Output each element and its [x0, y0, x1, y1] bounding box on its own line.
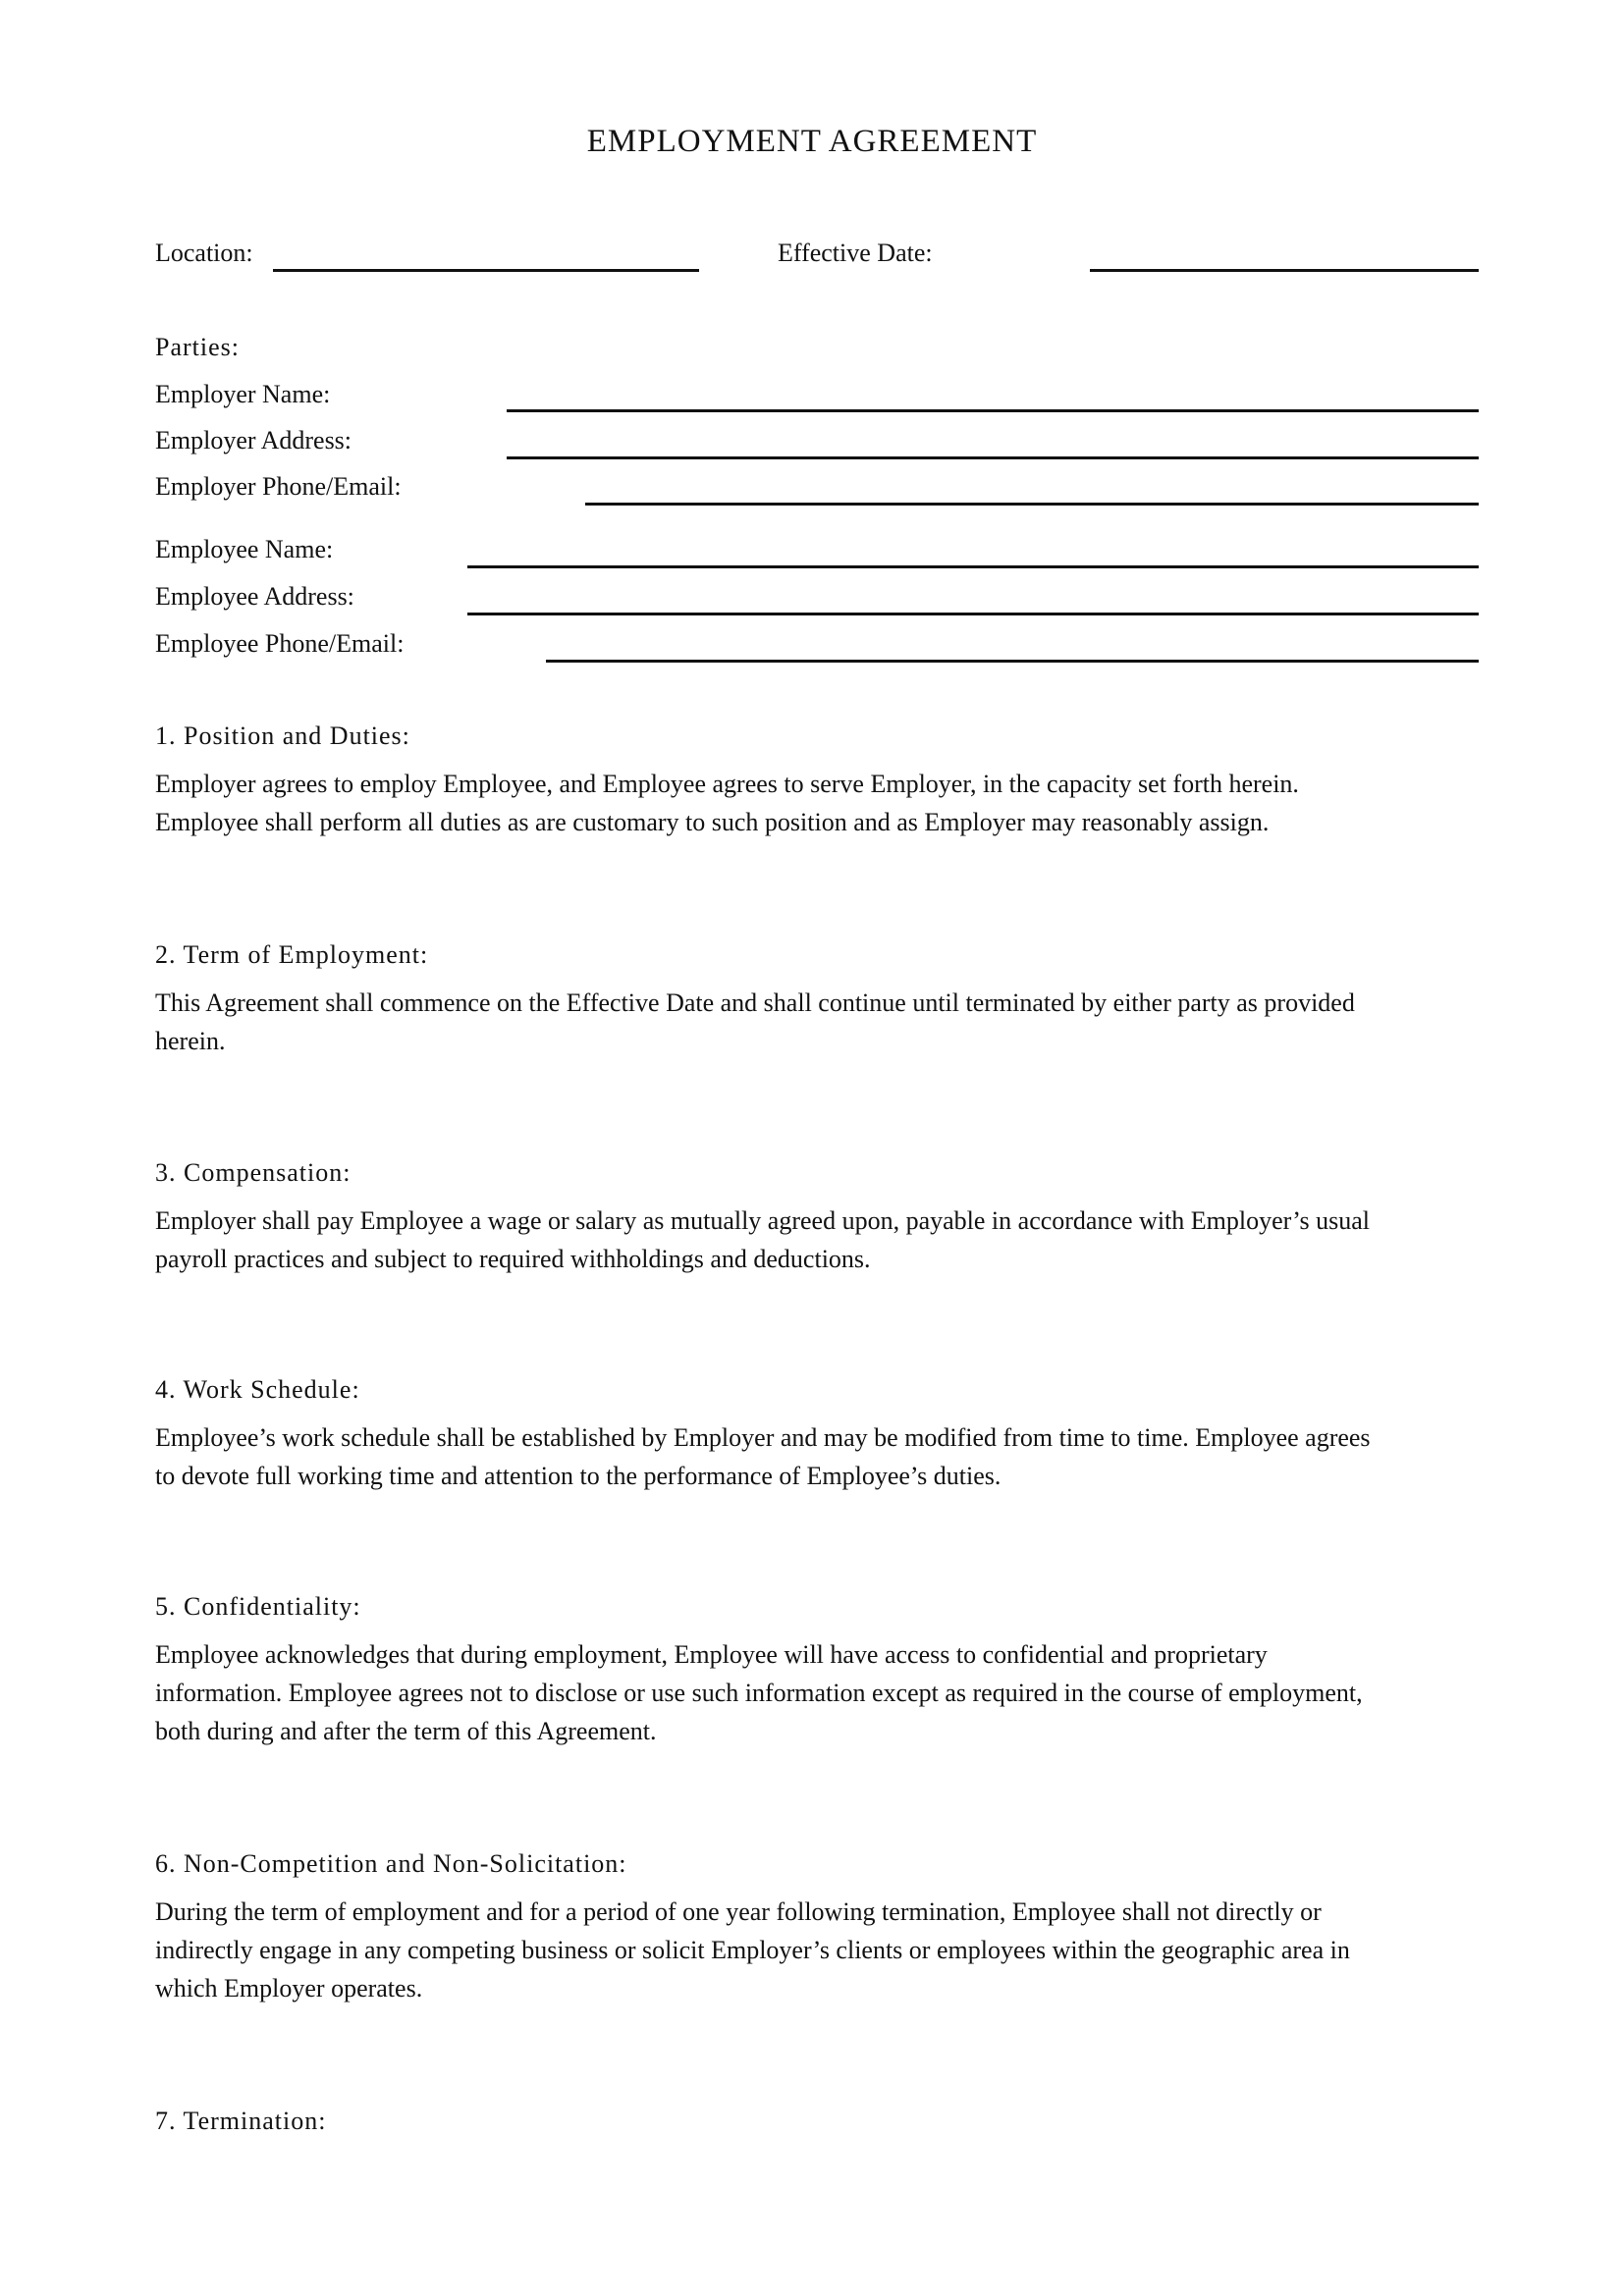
body-line: This Agreement shall commence on the Effective Date and shall continue until terminated by either party as provided — [155, 988, 1355, 1017]
employee-contact-label: Employee Phone/Email: — [155, 629, 405, 658]
body-line: During the term of employment and for a period of one year following termination, Employee shall not directly or — [155, 1897, 1322, 1926]
section-heading-non-competition: 6. Non-Competition and Non-Solicitation: — [155, 1849, 627, 1878]
body-line: Employee acknowledges that during employment, Employee will have access to confidential and proprietary — [155, 1640, 1268, 1669]
employee-contact-field-line[interactable] — [546, 660, 1479, 663]
employee-address-label: Employee Address: — [155, 582, 354, 611]
body-line: both during and after the term of this Agreement. — [155, 1717, 657, 1745]
location-label: Location: — [155, 239, 253, 267]
parties-heading: Parties: — [155, 333, 240, 361]
body-line: payroll practices and subject to required withholdings and deductions. — [155, 1245, 871, 1273]
body-line: Employer agrees to employ Employee, and Employee agrees to serve Employer, in the capacity set forth herein. — [155, 770, 1299, 798]
section-body-schedule — [155, 1418, 1481, 1495]
section-body-non-competition — [155, 1893, 1481, 2007]
section-heading-termination: 7. Termination: — [155, 2107, 327, 2135]
body-line: Employee shall perform all duties as are customary to such position and as Employer may reasonably assign. — [155, 808, 1270, 836]
body-line: which Employer operates. — [155, 1974, 423, 2002]
body-line: information. Employee agrees not to disclose or use such information except as required in the course of employment, — [155, 1679, 1363, 1707]
effective-date-label: Effective Date: — [778, 239, 933, 267]
employer-contact-field-line[interactable] — [585, 503, 1479, 506]
body-line: Employer shall pay Employee a wage or salary as mutually agreed upon, payable in accordance with Employer’s usual — [155, 1206, 1370, 1235]
body-line: herein. — [155, 1027, 226, 1055]
employer-name-field-line[interactable] — [507, 409, 1479, 412]
body-line: Employee’s work schedule shall be established by Employer and may be modified from time to time. Employee agrees — [155, 1423, 1371, 1452]
employee-address-field-line[interactable] — [467, 613, 1479, 615]
section-heading-confidentiality: 5. Confidentiality: — [155, 1592, 361, 1621]
employer-name-label: Employer Name: — [155, 380, 331, 408]
employer-address-field-line[interactable] — [507, 456, 1479, 459]
section-body-term — [155, 984, 1481, 1060]
section-body-confidentiality — [155, 1635, 1481, 1750]
section-body-position — [155, 765, 1481, 841]
effective-date-field-line[interactable] — [1090, 269, 1479, 272]
section-body-compensation — [155, 1201, 1481, 1278]
section-heading-position: 1. Position and Duties: — [155, 721, 410, 750]
document-title: EMPLOYMENT AGREEMENT — [586, 124, 1038, 159]
body-line: indirectly engage in any competing business or solicit Employer’s clients or employees within the geographic area in — [155, 1936, 1350, 1964]
section-heading-compensation: 3. Compensation: — [155, 1158, 352, 1187]
body-line: to devote full working time and attention to the performance of Employee’s duties. — [155, 1462, 1001, 1490]
employee-name-label: Employee Name: — [155, 535, 334, 563]
section-heading-schedule: 4. Work Schedule: — [155, 1375, 360, 1404]
section-heading-term: 2. Term of Employment: — [155, 940, 429, 969]
employer-address-label: Employer Address: — [155, 426, 352, 454]
location-field-line[interactable] — [273, 269, 699, 272]
employee-name-field-line[interactable] — [467, 565, 1479, 568]
employer-contact-label: Employer Phone/Email: — [155, 472, 402, 501]
